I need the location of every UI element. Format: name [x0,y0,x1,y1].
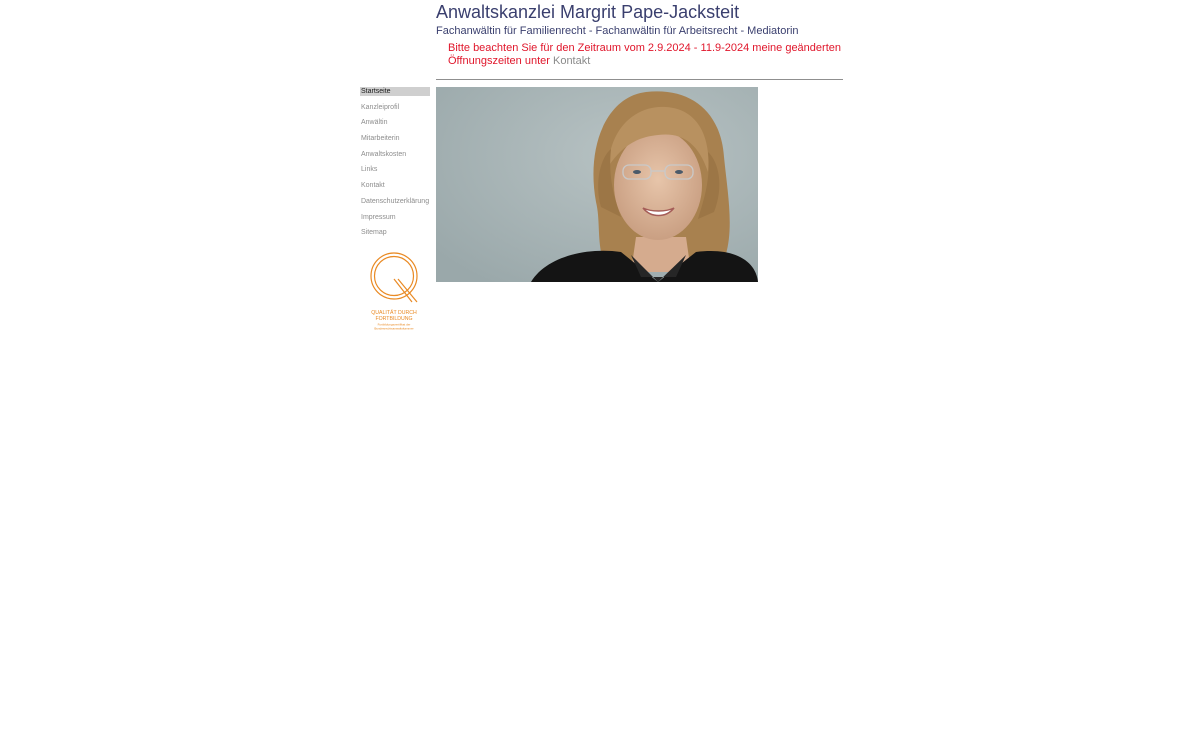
quality-badge-graphic [367,250,423,334]
badge-small-text-2: Bundesrechtsanwaltskammer [374,326,414,331]
badge-small-text-1: Fortbildungszertifikat der [377,322,411,327]
notice-text-line-2: Öffnungszeiten unter [448,55,550,67]
nav-item-kontakt[interactable]: Kontakt [361,182,385,190]
nav-item-mitarbeiterin[interactable]: Mitarbeiterin [361,135,400,143]
portrait-graphic [436,87,758,282]
notice-text-line-1: Bitte beachten Sie für den Zeitraum vom 2.9.2024 - 11.9-2024 meine geänderten [448,42,841,54]
nav-item-anwaltskosten[interactable]: Anwaltskosten [361,150,407,158]
nav-item-sitemap[interactable]: Sitemap [361,229,387,237]
site-title: Anwaltskanzlei Margrit Pape-Jacksteit [436,2,740,22]
notice-banner [448,42,844,68]
site-subtitle: Fachanwältin für Familienrecht - Fachanwältin für Arbeitsrecht - Mediatorin [436,25,799,37]
nav-item-datenschutzerklaerung[interactable]: Datenschutzerklärung [361,197,430,205]
nav-item-anwaeltin[interactable]: Anwältin [361,119,388,127]
site-header [436,0,844,68]
notice-contact-link[interactable]: Kontakt [552,55,591,67]
badge-text-line-1: QUALITÄT DURCH [371,310,417,316]
quality-badge-logo[interactable] [367,250,423,334]
nav-item-startseite[interactable]: Startseite [360,87,430,96]
nav-item-impressum[interactable]: Impressum [361,213,396,221]
header-divider [436,79,843,80]
sidebar-nav [360,87,430,244]
badge-text-line-2: FORTBILDUNG [375,316,413,322]
nav-item-kanzleiprofil[interactable]: Kanzleiprofil [361,103,400,111]
portrait-photo [436,87,758,282]
nav-item-links[interactable]: Links [361,166,378,174]
